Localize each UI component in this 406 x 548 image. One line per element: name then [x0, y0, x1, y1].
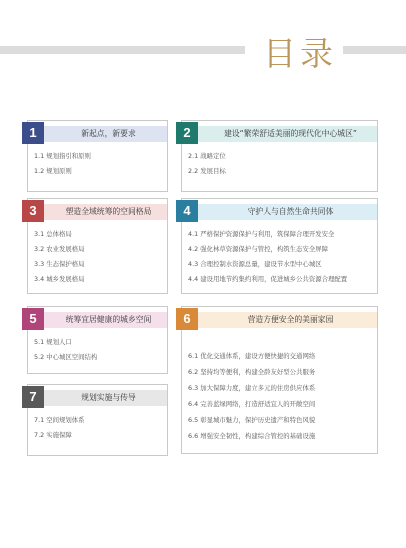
list-item[interactable]: 4.1 严格保护资源保护与利用，筑保障合理开发安全 [188, 230, 335, 238]
section-items [34, 229, 163, 283]
section-items [34, 337, 163, 361]
list-item[interactable]: 3.4 城乡发展格局 [34, 275, 85, 283]
section-header [28, 312, 167, 328]
section-title: 营造方便安全的美丽家园 [247, 315, 334, 324]
list-item[interactable]: 1.1 规划指引和原则 [34, 152, 91, 160]
list-item[interactable]: 5.1 规划人口 [34, 338, 72, 346]
section-number: 5 [22, 308, 44, 330]
toc-section-4[interactable] [181, 198, 378, 294]
toc-section-5[interactable] [27, 306, 168, 374]
list-item[interactable]: 4.4 建设用地节约集约利用，促进城乡公共资源合理配置 [188, 275, 348, 283]
section-header [182, 312, 377, 328]
toc-section-3[interactable] [27, 198, 168, 294]
list-item[interactable]: 3.1 总体格局 [34, 230, 72, 238]
toc-section-1[interactable] [27, 120, 168, 192]
section-header [28, 390, 167, 406]
section-number: 7 [22, 386, 44, 408]
section-header [182, 204, 377, 220]
toc-section-2[interactable] [181, 120, 378, 192]
section-items [188, 151, 373, 175]
list-item[interactable]: 6.4 完善蓝绿网络，打造舒适宜人的开敞空间 [188, 400, 316, 408]
list-item[interactable]: 3.2 农业发展格局 [34, 245, 85, 253]
section-title: 守护人与自然生命共同体 [247, 207, 334, 216]
section-title: 规划实施与传导 [81, 393, 136, 402]
list-item[interactable]: 6.1 优化交通体系，建设方便快捷的交通网络 [188, 352, 316, 360]
list-item[interactable]: 2.1 战略定位 [188, 152, 226, 160]
list-item[interactable]: 6.3 加大保障力度，建立多元的住房供应体系 [188, 384, 316, 392]
section-number: 6 [176, 308, 198, 330]
list-item[interactable]: 4.2 强化林草资源保护与管控，构筑生态安全屏障 [188, 245, 329, 253]
list-item[interactable]: 1.2 规划原则 [34, 167, 72, 175]
header-bar-right [343, 46, 406, 54]
section-title: 统筹宜居健康的城乡空间 [65, 315, 152, 324]
list-item[interactable]: 6.5 彰显城市魅力，保护历史遗产和特色风貌 [188, 416, 316, 424]
list-item[interactable]: 4.3 合理控制水资源总量，建设节水型中心城区 [188, 260, 322, 268]
section-header [28, 204, 167, 220]
section-header [182, 126, 377, 142]
section-items [188, 229, 373, 283]
section-items [188, 351, 373, 440]
toc-section-7[interactable] [27, 384, 168, 456]
section-items [34, 151, 163, 175]
list-item[interactable]: 6.6 增强安全韧性，构建综合管控的基础设施 [188, 432, 316, 440]
section-number: 3 [22, 200, 44, 222]
list-item[interactable]: 6.2 坚持均等便利，构建全龄友好型公共服务 [188, 368, 316, 376]
section-items [34, 415, 163, 439]
section-number: 2 [176, 122, 198, 144]
list-item[interactable]: 7.1 空间规划体系 [34, 416, 85, 424]
page-title: 目录 [263, 34, 337, 73]
section-title: 建设“繁荣舒适美丽的现代化中心城区” [224, 129, 357, 138]
section-title: 塑造全域统筹的空间格局 [65, 207, 152, 216]
section-number: 4 [176, 200, 198, 222]
list-item[interactable]: 7.2 实施保障 [34, 431, 72, 439]
list-item[interactable]: 2.2 发展目标 [188, 167, 226, 175]
list-item[interactable]: 3.3 生态保护格局 [34, 260, 85, 268]
header-bar-left [0, 46, 245, 54]
section-number: 1 [22, 122, 44, 144]
section-title: 新起点，新要求 [81, 129, 136, 138]
section-header [28, 126, 167, 142]
toc-section-6[interactable] [181, 306, 378, 454]
list-item[interactable]: 5.2 中心城区空间结构 [34, 353, 98, 361]
